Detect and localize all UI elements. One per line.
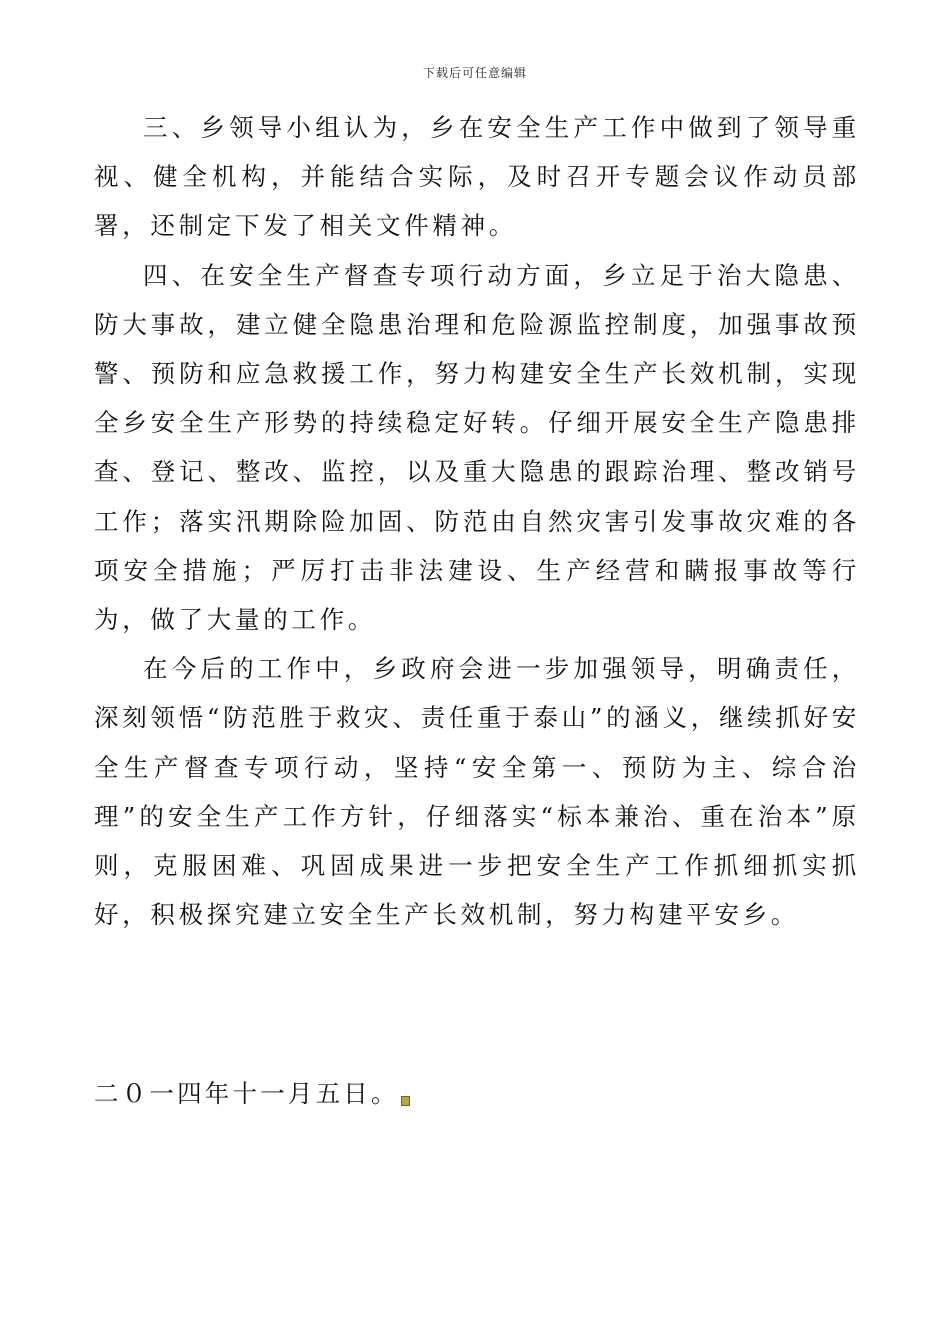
paragraph-future-work: 在今后的工作中，乡政府会进一步加强领导，明确责任，深刻领悟“防范胜于救灾、责任重于泰山”的涵义，继续抓好安全生产督查专项行动，坚持“安全第一、预防为主、综合治理”的安全生产工作方针，仔细落实“标本兼治、重在治本”原则，克服困难、巩固成果进一步把安全生产工作抓细抓实抓好，积极探究建立安全生产长效机制，努力构建平安乡。 — [94, 654, 860, 930]
signature-date-line — [94, 1074, 410, 1114]
page-header: 下载后可任意编辑 — [422, 66, 527, 80]
document-date: 二０一四年十一月五日。 — [94, 1079, 399, 1108]
paragraph-three: 三、乡领导小组认为，乡在安全生产工作中做到了领导重视、健全机构，并能结合实际，及时召开专题会议作动员部署，还制定下发了相关文件精神。 — [94, 113, 860, 241]
paragraph-four: 四、在安全生产督查专项行动方面，乡立足于治大隐患、防大事故，建立健全隐患治理和危险源监控制度，加强事故预警、预防和应急救援工作，努力构建安全生产长效机制，实现全乡安全生产形势的持续稳定好转。仔细开展安全生产隐患排查、登记、整改、监控，以及重大隐患的跟踪治理、整改销号工作；落实汛期除险加固、防范由自然灾害引发事故灾难的各项安全措施；严厉打击非法建设、生产经营和瞒报事故等行为，做了大量的工作。 — [94, 260, 860, 635]
document-body — [94, 103, 860, 939]
paragraph-end-mark-icon — [401, 1096, 410, 1106]
